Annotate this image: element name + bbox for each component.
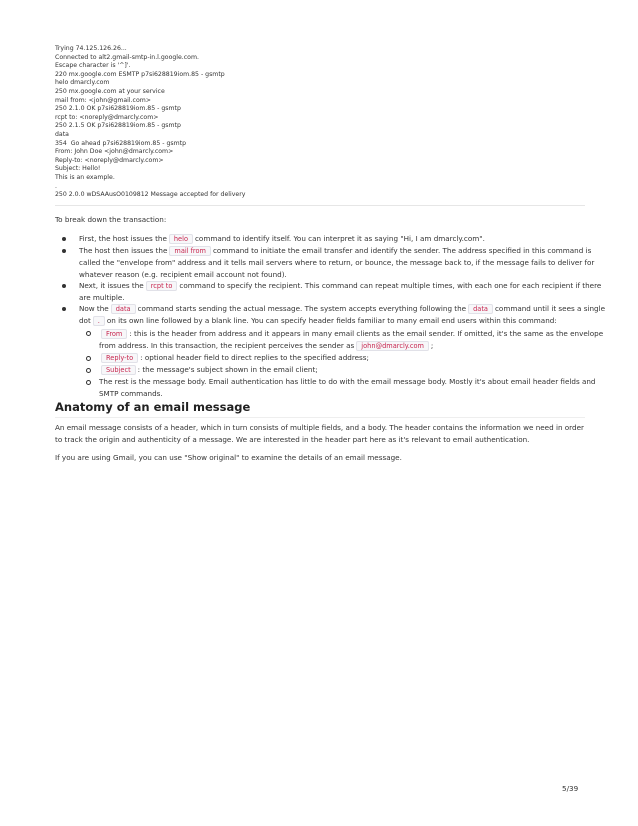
inline-code: Subject xyxy=(101,365,136,375)
code-block-divider xyxy=(55,205,585,206)
intro-text: To break down the transaction: xyxy=(55,215,167,224)
list-item xyxy=(79,233,609,245)
inline-code: data xyxy=(111,304,136,314)
transcript-line: Trying 74.125.126.26... xyxy=(55,45,127,52)
list-item xyxy=(79,245,609,280)
transcript-line: 250 2.0.0 wDSAAusO0109812 Message accepted for delivery xyxy=(55,191,246,199)
heading-underline xyxy=(55,417,585,418)
header-fields-sublist xyxy=(79,328,609,399)
smtp-transcript xyxy=(55,45,585,200)
transcript-line: Reply-to: <noreply@dmarcly.com> xyxy=(55,156,164,164)
item-text: : the message's subject shown in the email client; xyxy=(137,365,318,375)
transcript-line: data xyxy=(55,130,69,138)
item-text: command starts sending the actual message. The system accepts everything following the xyxy=(137,304,467,314)
inline-code: rcpt to xyxy=(146,281,178,291)
transcript-line: 250 2.1.0 OK p7si628819iom.85 - gsmtp xyxy=(55,105,181,113)
list-item xyxy=(79,303,609,399)
transcript-line: Subject: Hello! xyxy=(55,165,101,173)
inline-code: Reply-to xyxy=(101,353,138,363)
transcript-line: 250 2.1.5 OK p7si628819iom.85 - gsmtp xyxy=(55,122,181,130)
transcript-line: helo dmarcly.com xyxy=(55,79,110,87)
item-text: : this is the header from address and it appears in many email clients as the email sender. If omitted, it's the same as the envelope from address. In this transaction, the recipient perceives the sender as xyxy=(99,328,604,350)
section-heading: Anatomy of an email message xyxy=(55,400,251,414)
inline-code: . xyxy=(93,316,105,326)
list-item xyxy=(79,280,609,303)
item-text: : optional header field to direct replies to the specified address; xyxy=(140,353,369,363)
page-number: 5/39 xyxy=(562,784,579,793)
paragraph: An email message consists of a header, which in turn consists of multiple fields, and a body. The header contains the information we need in order to track the origin and authenticity of a message. We are interested in the header part here as it's relevant to email authentication. xyxy=(55,423,584,444)
item-text: First, the host issues the xyxy=(79,234,167,243)
item-text: command to identify itself. You can interpret it as saying "Hi, I am dmarcly.com". xyxy=(194,234,485,243)
item-text: command until it sees a single dot xyxy=(79,304,606,326)
item-text: Next, it issues the xyxy=(79,280,144,290)
transcript-line: Connected to alt2.gmail-smtp-in.l.google.com. xyxy=(55,53,199,61)
inline-code: mail from xyxy=(169,246,211,256)
paragraph: If you are using Gmail, you can use "Show original" to examine the details of an email message. xyxy=(55,453,402,462)
transcript-line: rcpt to: <noreply@dmarcly.com> xyxy=(55,113,159,121)
item-text: The host then issues the xyxy=(79,246,168,256)
sublist-item xyxy=(99,364,609,376)
transcript-line: 354 Go ahead p7si628819iom.85 - gsmtp xyxy=(55,139,186,147)
item-text: Now the xyxy=(79,304,109,314)
transcript-line: 220 mx.google.com ESMTP p7si628819iom.85 - gsmtp xyxy=(55,70,225,78)
item-text: command to initiate the email transfer and identify the sender. The address specified in this command is called the "envelope from" address and it tells mail servers where to return, or bounce, the message back to, if the message fails to deliver for whatever reason (e.g. recipient email account not found). xyxy=(79,246,595,279)
item-text: ; xyxy=(430,340,434,350)
inline-code: helo xyxy=(169,234,193,244)
inline-code: data xyxy=(468,304,493,314)
transcript-line: This is an example. xyxy=(55,173,115,181)
item-text: The rest is the message body. Email authentication has little to do with the email message body. Mostly it's about email header fields and SMTP commands. xyxy=(99,377,596,398)
item-text: command to specify the recipient. This command can repeat multiple times, with each one for each recipient if there are multiple. xyxy=(79,280,602,303)
sublist-item xyxy=(99,328,609,352)
inline-code: john@dmarcly.com xyxy=(356,341,429,351)
transcript-line: From: John Doe <john@dmarcly.com> xyxy=(55,148,174,156)
transcript-line: . xyxy=(55,182,57,190)
transcript-line: 250 mx.google.com at your service xyxy=(55,87,165,95)
sublist-item xyxy=(99,376,609,398)
sublist-item xyxy=(99,352,609,364)
transcript-line: mail from: <john@gmail.com> xyxy=(55,96,151,104)
item-text: on its own line followed by a blank line. You can specify header fields familiar to many email end users within this command: xyxy=(106,316,557,326)
inline-code: From xyxy=(101,329,127,339)
transcript-line: Escape character is '^]'. xyxy=(55,62,131,70)
transaction-steps-list xyxy=(55,233,609,399)
